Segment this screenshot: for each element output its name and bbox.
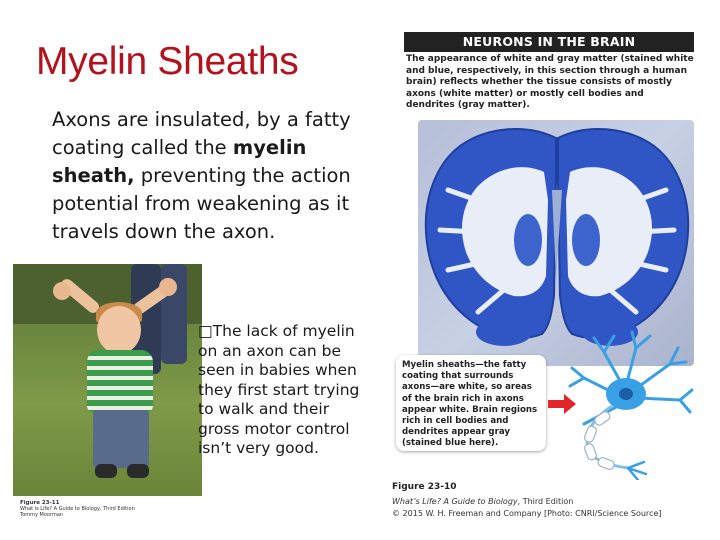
figure-book-edition: , Third Edition [517, 497, 574, 506]
figure-book-credit [392, 497, 692, 506]
adult-hand [53, 282, 71, 300]
figure-header: NEURONS IN THE BRAIN [404, 32, 694, 52]
bullet-point [198, 322, 368, 459]
neurons-figure-panel [392, 32, 694, 522]
toddler-photo [13, 264, 202, 496]
figure-description: The appearance of white and gray matter (stained white and blue, respectively, in this section through a human brain) reflects whether the tissue consists of mostly axons (white matter) or mostly cell bodies and dendrites (gray matter). [406, 54, 694, 111]
body-text-bold: myelin sheath, [52, 136, 307, 187]
photo-caption-figure: Figure 23-11 [20, 500, 60, 506]
toddler-shirt [87, 350, 153, 412]
bullet-text: The lack of myelin on an axon can be seen in babies when they first start trying to walk and their gross motor control isn’t very good. [198, 322, 360, 457]
body-paragraph [52, 106, 384, 246]
figure-book-title: What’s Life? A Guide to Biology [392, 497, 518, 506]
figure-copyright: © 2015 W. H. Freeman and Company [Photo: CNRI/Science Source] [392, 509, 662, 518]
photo-caption-credit: Tommy Moorman [20, 512, 64, 518]
toddler-shoe [127, 464, 149, 478]
arrow-icon [548, 392, 576, 416]
toddler-face [97, 306, 141, 354]
toddler-pants [93, 410, 149, 468]
figure-label: Figure 23-10 [392, 482, 457, 492]
slide-title: Myelin Sheaths [36, 40, 299, 83]
adult-hand [159, 278, 177, 296]
body-text-part1: Axons are insulated, by a fatty coating called the [52, 108, 351, 159]
callout-text: Myelin sheaths—the fatty coating that surrounds axons—are white, so areas of the brain rich in axons appear white. Brain regions rich in cell bodies and dendrites appear gray (stained blue here). [402, 360, 538, 449]
photo-caption [20, 500, 140, 518]
photo-caption-book: What is Life? A Guide to Biology, Third Edition [20, 506, 135, 512]
toddler-shoe [95, 464, 117, 478]
myelin-callout [396, 355, 546, 451]
bullet-marker: □ [198, 322, 213, 340]
body-text-part2: preventing the action potential from weakening as it travels down the axon. [52, 164, 351, 243]
